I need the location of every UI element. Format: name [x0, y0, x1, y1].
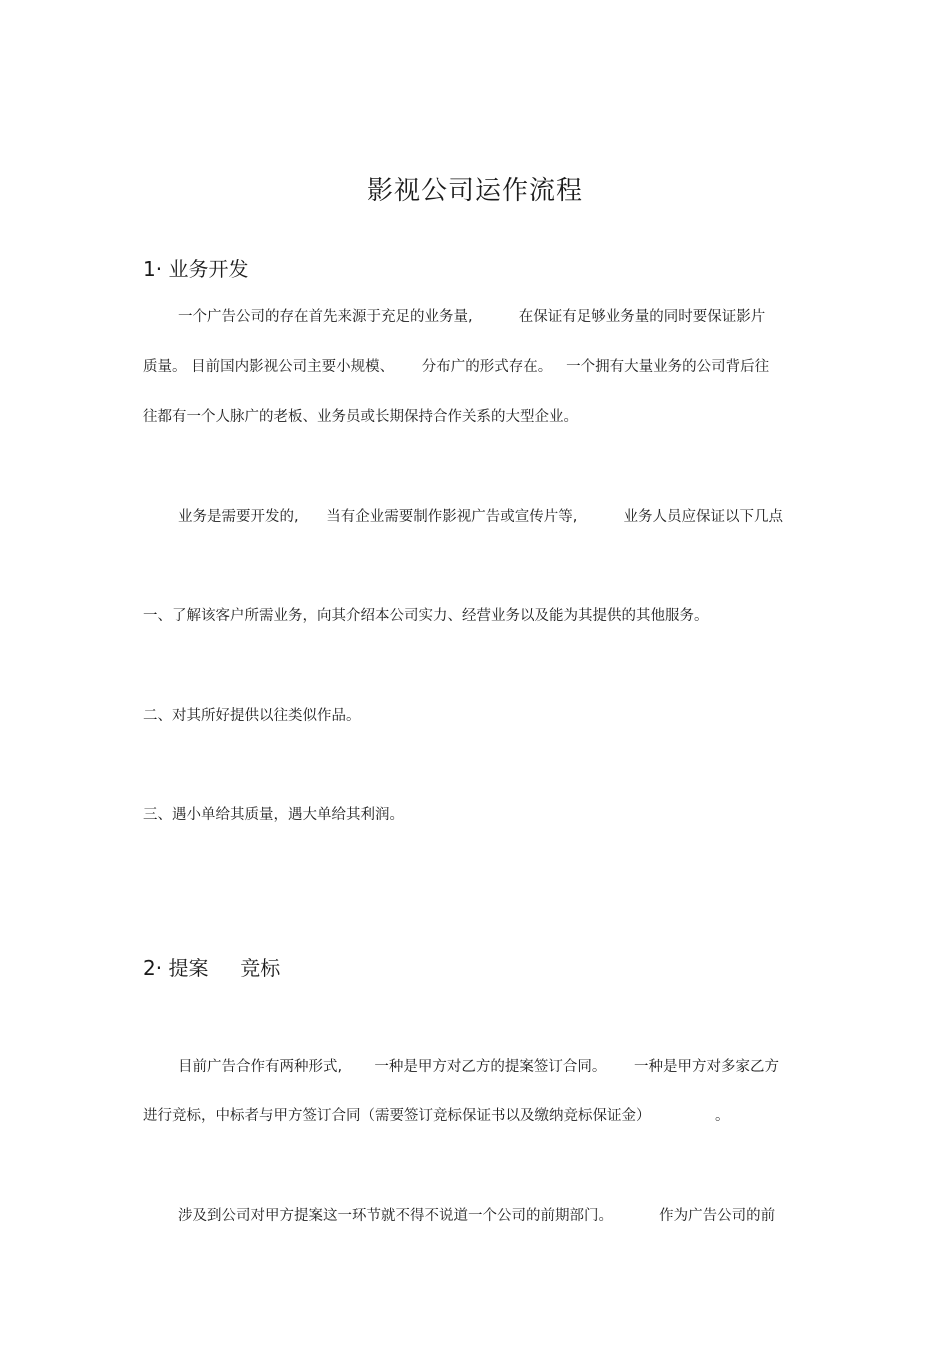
- section-1-item-3: 三、遇小单给其质量，遇大单给其利润。: [143, 807, 404, 823]
- section-1-paragraph-2: 业务是需要开发的, 当有企业需要制作影视广告或宣传片等, 业务人员应保证以下几点: [178, 509, 783, 525]
- section-1-item-2: 二、对其所好提供以往类似作品。: [143, 708, 361, 724]
- document-title: 影视公司运作流程: [366, 176, 583, 206]
- section-1-paragraph-1-line-1: 一个广告公司的存在首先来源于充足的业务量, 在保证有足够业务量的同时要保证影片: [178, 309, 766, 325]
- section-2-paragraph-2-line-1: 涉及到公司对甲方提案这一环节就不得不说道一个公司的前期部门。 作为广告公司的前: [178, 1208, 776, 1224]
- section-1-paragraph-1-line-2: 质量。 目前国内影视公司主要小规模、 分布广的形式存在。 一个拥有大量业务的公司背后往: [143, 359, 770, 375]
- section-2-paragraph-1-line-1: 目前广告合作有两种形式, 一种是甲方对乙方的提案签订合同。 一种是甲方对多家乙方: [178, 1059, 780, 1075]
- section-2-heading: 2· 提案 竞标: [143, 956, 281, 980]
- section-2-paragraph-1-line-2: 进行竞标，中标者与甲方签订合同（需要签订竞标保证书以及缴纳竞标保证金） 。: [143, 1108, 730, 1124]
- section-1-item-1: 一、了解该客户所需业务，向其介绍本公司实力、经营业务以及能为其提供的其他服务。: [143, 608, 709, 624]
- section-1-paragraph-1-line-3: 往都有一个人脉广的老板、业务员或长期保持合作关系的大型企业。: [143, 409, 578, 425]
- section-1-heading: 1· 业务开发: [143, 257, 249, 281]
